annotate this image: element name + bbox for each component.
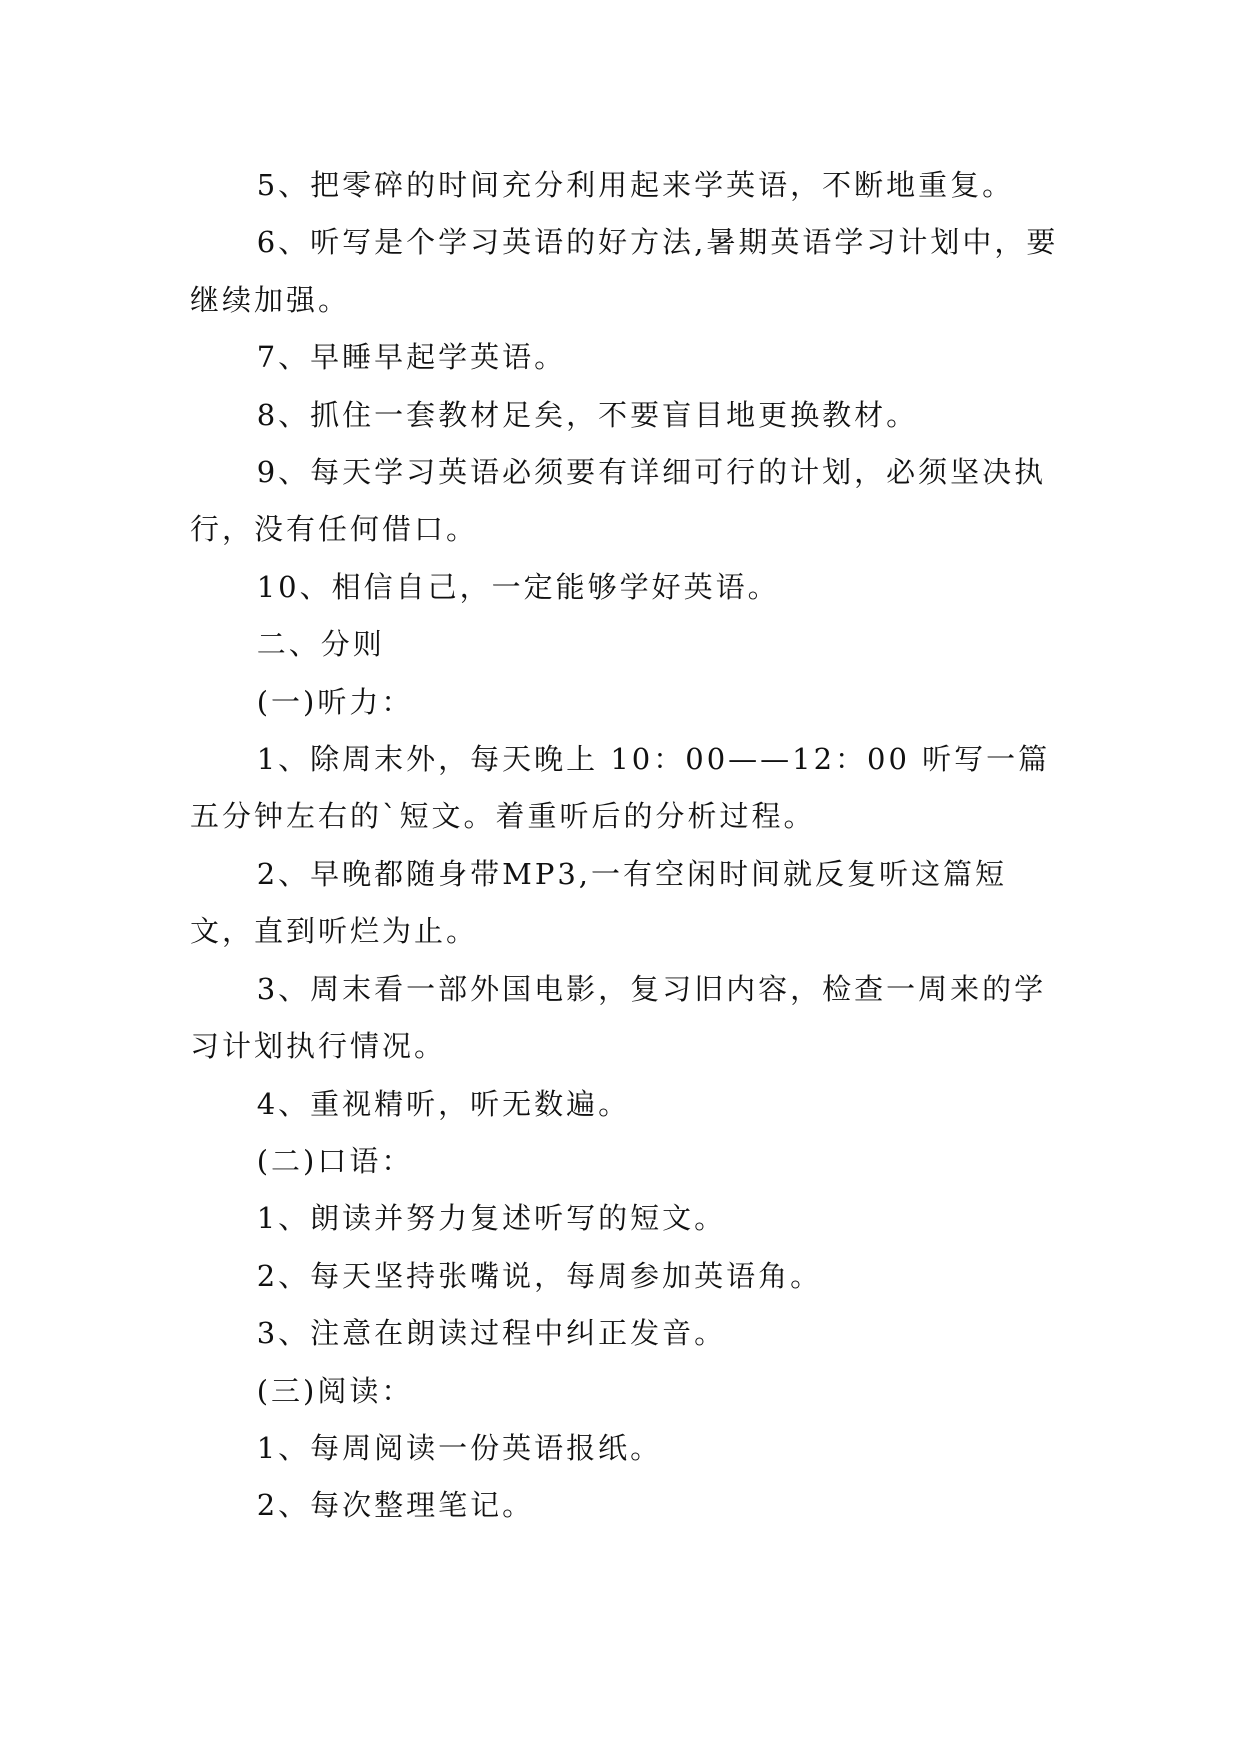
- paragraph: 2、每次整理笔记。: [256, 1488, 535, 1523]
- paragraph: 9、每天学习英语必须要有详细可行的计划，必须坚决执行，没有任何借口。: [190, 455, 1047, 547]
- paragraph: 6、听写是个学习英语的好方法,暑期英语学习计划中，要继续加强。: [190, 225, 1059, 317]
- paragraph: 10、相信自己，一定能够学好英语。: [256, 569, 780, 604]
- paragraph: 4、重视精听，听无数遍。: [256, 1086, 631, 1121]
- paragraph: 1、除周末外，每天晚上 10：00——12：00 听写一篇五分钟左右的`短文。着重听后的分析过程。: [190, 742, 1051, 834]
- section-heading: 二、分则: [256, 627, 385, 662]
- paragraph: 1、每周阅读一份英语报纸。: [256, 1430, 663, 1465]
- subsection-heading: (二)口语：: [256, 1143, 414, 1178]
- subsection-heading: (三)阅读：: [256, 1373, 414, 1408]
- paragraph: 2、每天坚持张嘴说，每周参加英语角。: [256, 1258, 823, 1293]
- paragraph: 1、朗读并努力复述听写的短文。: [256, 1201, 727, 1236]
- paragraph: 3、注意在朗读过程中纠正发音。: [256, 1316, 727, 1351]
- paragraph: 8、抓住一套教材足矣，不要盲目地更换教材。: [256, 397, 919, 432]
- paragraph: 3、周末看一部外国电影，复习旧内容，检查一周来的学习计划执行情况。: [190, 971, 1047, 1064]
- paragraph: 7、早睡早起学英语。: [256, 340, 567, 375]
- document-body: [190, 157, 1070, 1535]
- paragraph: 2、早晚都随身带MP3,一有空闲时间就反复听这篇短文，直到听烂为止。: [190, 856, 1008, 949]
- subsection-heading: (一)听力：: [256, 684, 414, 719]
- paragraph: 5、把零碎的时间充分利用起来学英语，不断地重复。: [256, 168, 1015, 202]
